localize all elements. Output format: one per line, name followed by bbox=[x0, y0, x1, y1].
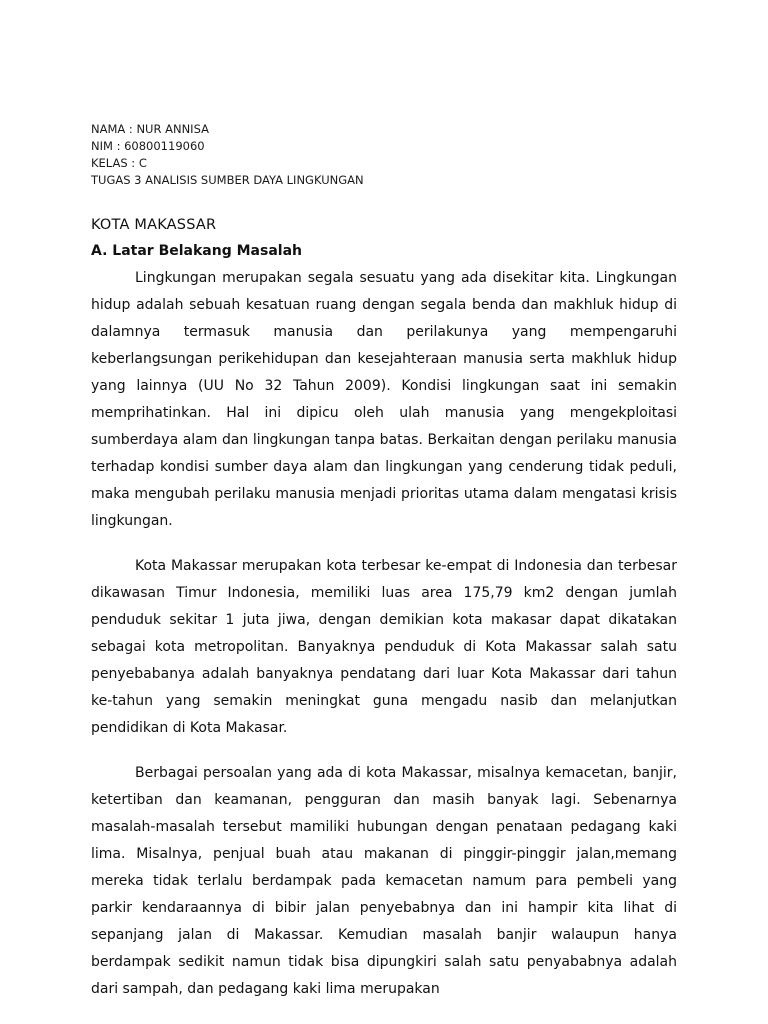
student-info-header bbox=[91, 121, 691, 189]
section-heading: A. Latar Belakang Masalah bbox=[91, 243, 302, 259]
student-class: KELAS : C bbox=[91, 156, 147, 170]
document-body bbox=[91, 214, 677, 1003]
paragraph-2: Kota Makassar merupakan kota terbesar ke-empat di Indonesia dan terbesar dikawasan Timur Indonesia, memiliki luas area 175,79 km2 dengan jumlah penduduk sekitar 1 juta jiwa, dengan demikian kota makasar dapat dikatakan sebagai kota metropolitan. Banyaknya penduduk di Kota Makassar salah satu penyebabanya adalah banyaknya pendatang dari luar Kota Makassar dari tahun ke-tahun yang semakin meningkat guna mengadu nasib dan melanjutkan pendidikan di Kota Makasar. bbox=[91, 558, 677, 736]
student-id: NIM : 60800119060 bbox=[91, 139, 205, 153]
student-name: NAMA : NUR ANNISA bbox=[91, 122, 209, 136]
assignment-title: TUGAS 3 ANALISIS SUMBER DAYA LINGKUNGAN bbox=[91, 173, 364, 187]
paragraph-1: Lingkungan merupakan segala sesuatu yang ada disekitar kita. Lingkungan hidup adalah sebuah kesatuan ruang dengan segala benda dan makhluk hidup di dalamnya termasuk manusia dan perilakunya yang mempengaruhi keberlangsungan perikehidupan dan kesejahteraan manusia serta makhluk hidup yang lainnya (UU No 32 Tahun 2009). Kondisi lingkungan saat ini semakin memprihatinkan. Hal ini dipicu oleh ulah manusia yang mengekploitasi sumberdaya alam dan lingkungan tanpa batas. Berkaitan dengan perilaku manusia terhadap kondisi sumber daya alam dan lingkungan yang cenderung tidak peduli, maka mengubah perilaku manusia menjadi prioritas utama dalam mengatasi krisis lingkungan. bbox=[91, 270, 677, 529]
paragraph-3: Berbagai persoalan yang ada di kota Makassar, misalnya kemacetan, banjir, ketertiban dan keamanan, pengguran dan masih banyak lagi. Sebenarnya masalah-masalah tersebut mamiliki hubungan dengan penataan pedagang kaki lima. Misalnya, penjual buah atau makanan di pinggir-pinggir jalan,memang mereka tidak terlalu berdampak pada kemacetan namum para pembeli yang parkir kendaraannya di bibir jalan penyebabnya dan ini hampir kita lihat di sepanjang jalan di Makassar. Kemudian masalah banjir walaupun hanya berdampak sedikit namun tidak bisa dipungkiri salah satu penyababnya adalah dari sampah, dan pedagang kaki lima merupakan bbox=[91, 765, 677, 997]
document-title: KOTA MAKASSAR bbox=[91, 217, 217, 233]
